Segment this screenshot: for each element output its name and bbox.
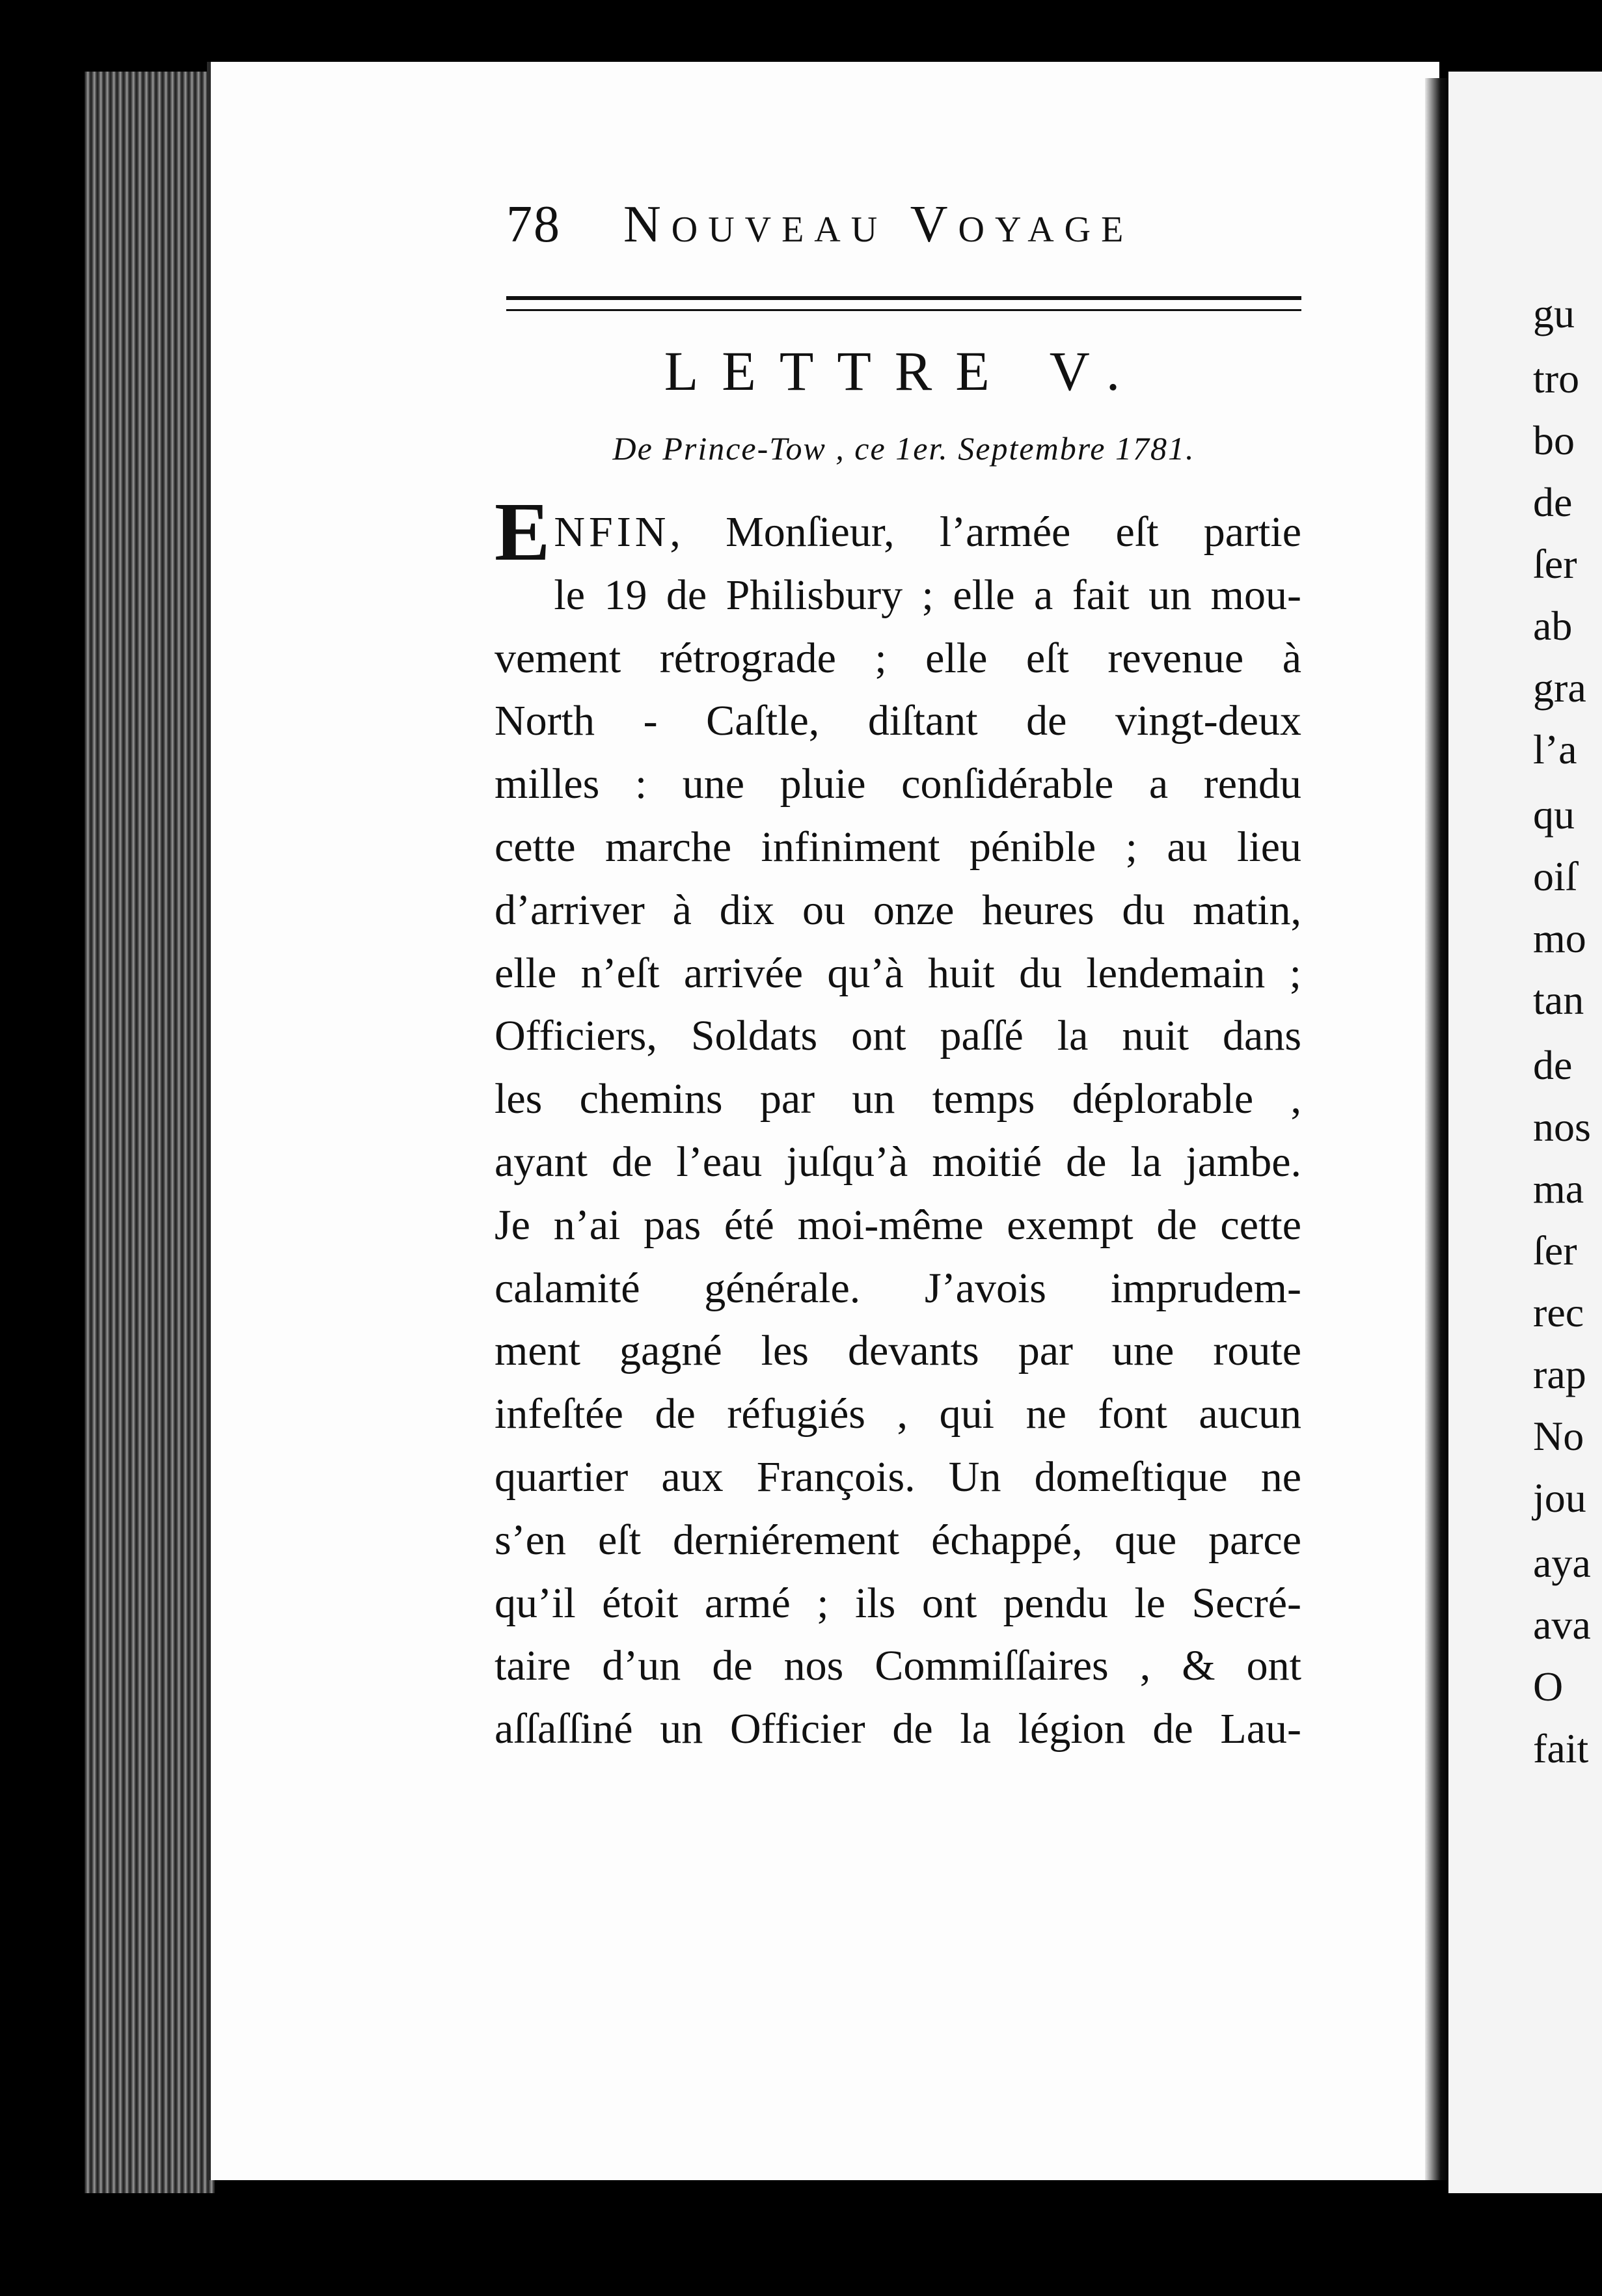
body-line: s’en eſt derniérement échappé, que parce bbox=[495, 1516, 1301, 1564]
body-line: ment gagné les devants par une route bbox=[495, 1327, 1301, 1375]
facing-page-fragment: fait bbox=[1533, 1725, 1589, 1771]
facing-page-fragment: bo bbox=[1533, 417, 1575, 463]
facing-page-fragment: de bbox=[1533, 1042, 1573, 1088]
letter-title: LETTRE V. bbox=[664, 340, 1144, 402]
opening-word: NFIN bbox=[554, 508, 670, 556]
body-line-text: , Monſieur, l’armée eſt partie bbox=[670, 508, 1301, 556]
body-line: milles : une pluie conſidérable a rendu bbox=[495, 760, 1301, 808]
body-line: North - Caſtle, diſtant de vingt-deux bbox=[495, 697, 1301, 745]
facing-page bbox=[1448, 72, 1602, 2193]
facing-page-fragment: ava bbox=[1533, 1602, 1591, 1648]
letter-body bbox=[495, 485, 1301, 1761]
body-line: cette marche infiniment pénible ; au lieu bbox=[495, 823, 1301, 871]
body-line: qu’il étoit armé ; ils ont pendu le Secré- bbox=[495, 1579, 1301, 1627]
body-line: taire d’un de nos Commiſſaires , & ont bbox=[495, 1642, 1301, 1690]
body-line: ayant de l’eau juſqu’à moitié de la jambe. bbox=[495, 1138, 1301, 1186]
body-line bbox=[495, 485, 1301, 578]
facing-page-fragment: aya bbox=[1533, 1540, 1591, 1586]
facing-page-fragment: tro bbox=[1533, 355, 1580, 402]
facing-page-fragment: nos bbox=[1533, 1104, 1591, 1150]
body-line: calamité générale. J’avois imprudem- bbox=[495, 1264, 1301, 1312]
body-line: les chemins par un temps déplorable , bbox=[495, 1075, 1301, 1123]
body-line: vement rétrograde ; elle eſt revenue à bbox=[495, 634, 1301, 682]
facing-page-fragment: ſer bbox=[1533, 1227, 1577, 1274]
facing-page-fragment: ſer bbox=[1533, 541, 1577, 587]
page-header bbox=[506, 195, 1320, 254]
book-page-edges bbox=[85, 72, 215, 2193]
facing-page-fragment: ma bbox=[1533, 1166, 1584, 1212]
facing-page-fragment: mo bbox=[1533, 915, 1586, 961]
body-line: infeſtée de réfugiés , qui ne font aucun bbox=[495, 1390, 1301, 1438]
body-line: d’arriver à dix ou onze heures du matin, bbox=[495, 886, 1301, 934]
facing-page-fragment: l’a bbox=[1533, 726, 1577, 772]
facing-page-fragment: O bbox=[1533, 1663, 1564, 1710]
header-rule bbox=[506, 296, 1301, 311]
body-line: le 19 de Philisbury ; elle a fait un mou- bbox=[554, 571, 1301, 619]
facing-page-fragment: ab bbox=[1533, 603, 1573, 649]
body-line: aſſaſſiné un Officier de la légion de Lau- bbox=[495, 1705, 1301, 1753]
facing-page-fragment: jou bbox=[1533, 1475, 1586, 1521]
facing-page-fragment: de bbox=[1533, 479, 1573, 525]
body-line: elle n’eſt arrivée qu’à huit du lendemain ; bbox=[495, 949, 1301, 997]
body-line: Je n’ai pas été moi-même exempt de cette bbox=[495, 1201, 1301, 1249]
drop-cap: E bbox=[495, 485, 550, 578]
facing-page-fragment: rap bbox=[1533, 1351, 1586, 1397]
letter-dateline: De Prince-Tow , ce 1er. Septembre 1781. bbox=[612, 430, 1195, 467]
facing-page-fragment: tan bbox=[1533, 977, 1584, 1023]
page-number: 78 bbox=[506, 196, 561, 253]
body-line: Officiers, Soldats ont paſſé la nuit dans bbox=[495, 1012, 1301, 1060]
body-line: quartier aux François. Un domeſtique ne bbox=[495, 1453, 1301, 1501]
facing-page-fragment: oiſ bbox=[1533, 853, 1577, 899]
facing-page-fragment: gra bbox=[1533, 664, 1586, 711]
running-title: Nouveau Voyage bbox=[623, 196, 1134, 253]
facing-page-fragment: rec bbox=[1533, 1289, 1584, 1335]
facing-page-fragment: qu bbox=[1533, 791, 1575, 838]
book-gutter-shadow bbox=[1425, 78, 1451, 2180]
facing-page-fragment: gu bbox=[1533, 290, 1575, 336]
facing-page-fragment: No bbox=[1533, 1413, 1584, 1459]
